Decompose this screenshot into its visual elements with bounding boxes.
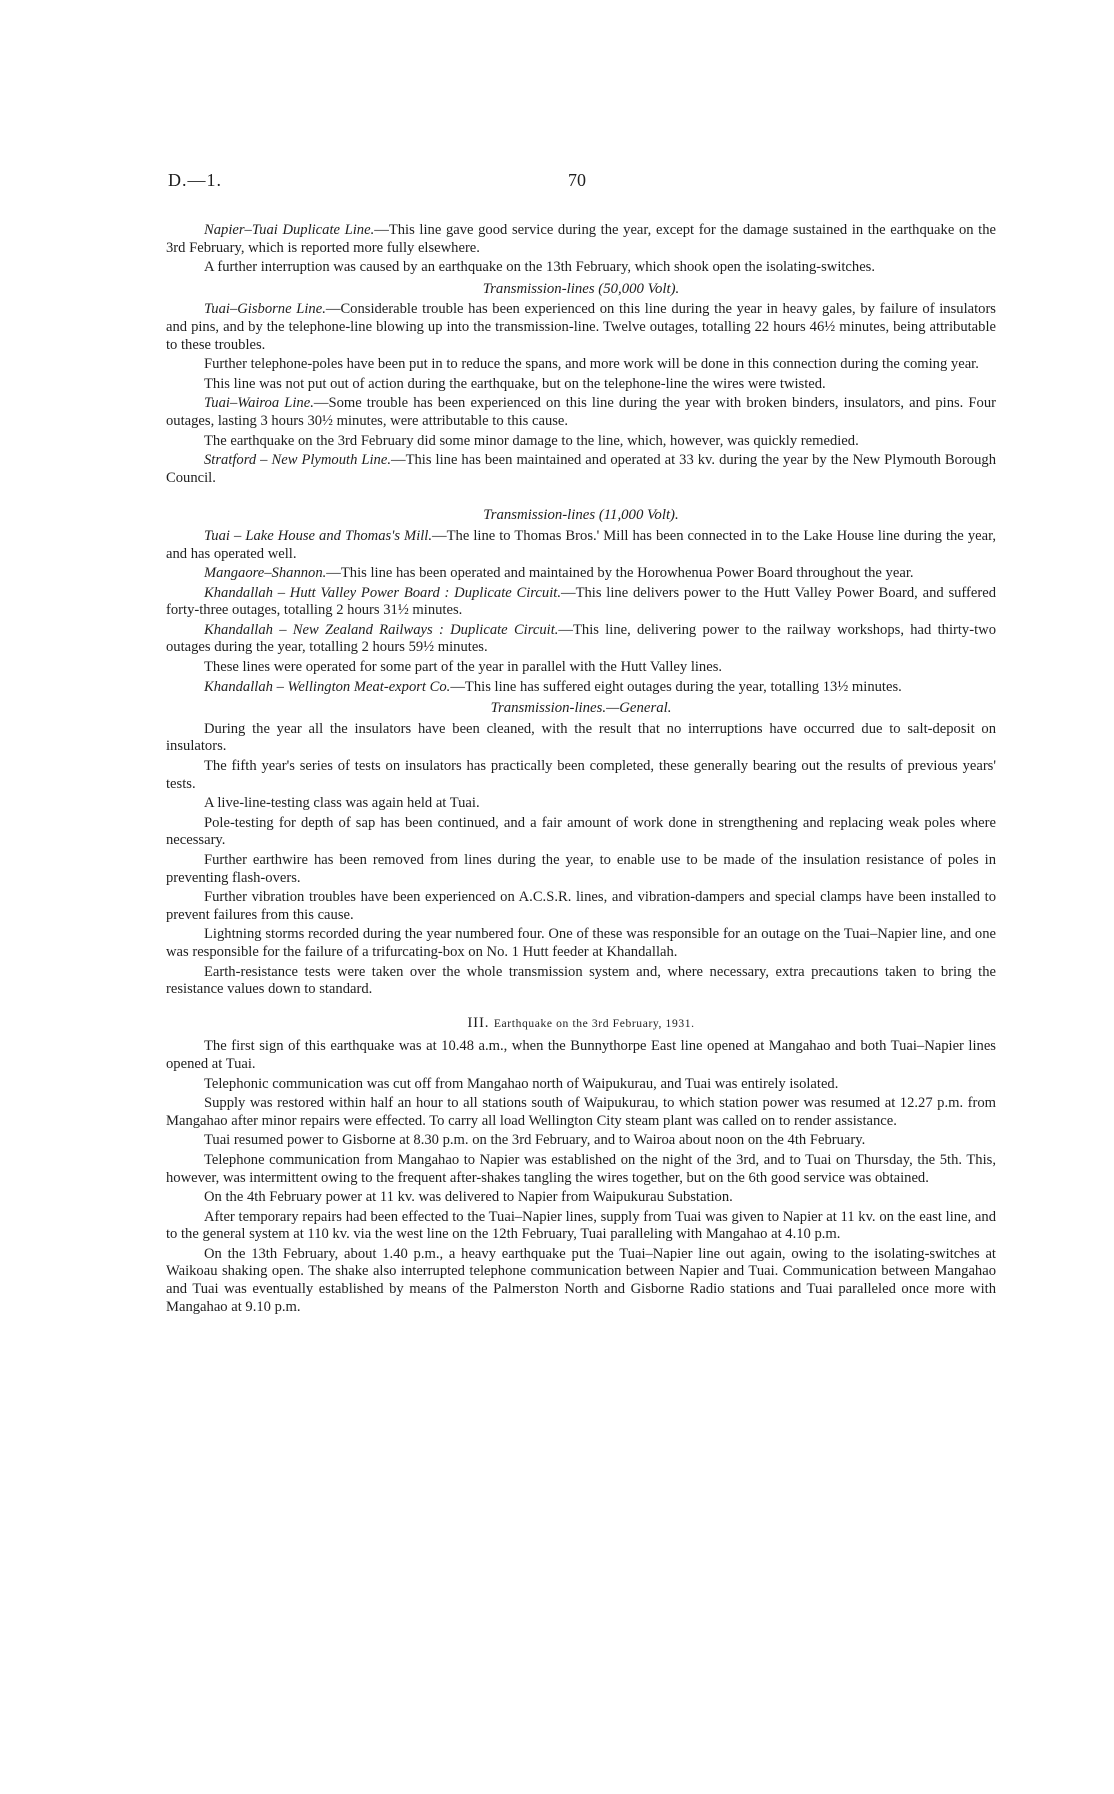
paragraph — [166, 395, 996, 430]
paragraph: Lightning storms recorded during the year numbered four. One of these was responsible for an outage on the Tuai–Napier line, and one was responsible for the failure of a trifurcating-box on No. 1 Hutt feeder at Khandallah. — [166, 926, 996, 960]
paragraph: A live-line-testing class was again held at Tuai. — [204, 795, 480, 812]
paragraph — [166, 622, 996, 657]
paragraph-text: —Considerable trouble has been experienced on this line during the year in heavy gales, by failure of insulators and pins, and by the telephone-line blowing up into the transmission-line. Twelve outages, totalling 22 hours 46½ minutes, being attributable to these troubles. — [166, 301, 996, 353]
section-title: Earthquake on the 3rd February, 1931. — [493, 1016, 695, 1030]
paragraph-text: —This line has been operated and maintained by the Horowhenua Power Board throughout the year. — [326, 565, 914, 582]
paragraph-text: —The line to Thomas Bros.' Mill has been connected in to the Lake House line during the year, and has operated well. — [166, 527, 996, 562]
subheading: Mangaore–Shannon. — [204, 565, 327, 582]
subheading: Tuai–Wairoa Line. — [204, 395, 314, 412]
subheading: Khandallah – New Zealand Railways : Duplicate Circuit. — [204, 621, 559, 638]
paragraph: This line was not put out of action during the earthquake, but on the telephone-line the wires were twisted. — [204, 375, 826, 392]
paragraph-text: —This line has been maintained and operated at 33 kv. during the year by the New Plymouth Borough Council. — [166, 452, 996, 486]
paragraph-text: —This line gave good service during the year, except for the damage sustained in the earthquake on the 3rd February, which is reported more fully elsewhere. — [166, 222, 997, 256]
paragraph: Earth-resistance tests were taken over the whole transmission system and, where necessary, extra precautions taken to bring the resistance values down to standard. — [166, 963, 996, 998]
subheading: Tuai – Lake House and Thomas's Mill. — [204, 527, 433, 544]
paragraph-text: —This line has suffered eight outages during the year, totalling 13½ minutes. — [450, 678, 902, 695]
subheading: Tuai–Gisborne Line. — [204, 301, 326, 318]
paragraph: Further earthwire has been removed from lines during the year, to enable use to be made of the insulation resistance of poles in preventing flash-overs. — [166, 852, 996, 886]
paragraph: Pole-testing for depth of sap has been continued, and a fair amount of work done in strengthening and replacing weak poles where necessary. — [166, 814, 996, 849]
section-heading-50kv: Transmission-lines (50,000 Volt). — [482, 280, 680, 297]
subheading: Stratford – New Plymouth Line. — [204, 452, 391, 469]
paragraph: On the 4th February power at 11 kv. was delivered to Napier from Waipukurau Substation. — [204, 1189, 733, 1206]
paragraph: Tuai resumed power to Gisborne at 8.30 p.m. on the 3rd February, and to Wairoa about noon on the 4th February. — [204, 1132, 866, 1149]
paragraph: Telephonic communication was cut off from Mangahao north of Waipukurau, and Tuai was entirely isolated. — [204, 1075, 839, 1092]
paragraph: The fifth year's series of tests on insulators has practically been completed, these generally bearing out the results of previous years' tests. — [166, 758, 996, 792]
paragraph — [166, 452, 996, 487]
paragraph — [166, 528, 996, 563]
paragraph: A further interruption was caused by an earthquake on the 13th February, which shook open the isolating-switches. — [204, 259, 876, 276]
paragraph — [166, 679, 996, 697]
section-heading-earthquake — [166, 1015, 996, 1033]
subheading: Khandallah – Wellington Meat-export Co. — [204, 678, 451, 695]
paragraph: On the 13th February, about 1.40 p.m., a heavy earthquake put the Tuai–Napier line out again, owing to the isolating-switches at Waikoau shaking open. The shake also interrupted telephone communication between Napier and Tuai. Communication between Mangahao and Tuai was eventually established by means of the Palmerston North and Gisborne Radio stations and Tuai paralleled once more with Mangahao at 9.10 p.m. — [166, 1245, 996, 1315]
section-heading-11kv: Transmission-lines (11,000 Volt). — [483, 507, 679, 524]
paragraph — [166, 565, 996, 583]
document-body — [166, 222, 996, 1316]
paragraph — [166, 585, 996, 620]
paragraph — [166, 222, 996, 257]
paragraph: The first sign of this earthquake was at 10.48 a.m., when the Bunnythorpe East line opened at Mangahao and both Tuai–Napier lines opened at Tuai. — [166, 1038, 996, 1072]
document-reference: D.—1. — [168, 170, 222, 190]
paragraph: After temporary repairs had been effected to the Tuai–Napier lines, supply from Tuai was given to Napier at 11 kv. on the east line, and to the general system at 110 kv. via the west line on the 12th February, Tuai paralleling with Mangahao at 4.10 p.m. — [166, 1208, 996, 1243]
section-heading-general: Transmission-lines.—General. — [490, 700, 672, 717]
paragraph: During the year all the insulators have been cleaned, with the result that no interruptions have occurred due to salt-deposit on insulators. — [166, 720, 996, 755]
page-number: 70 — [568, 170, 586, 190]
paragraph — [166, 301, 996, 354]
paragraph: Supply was restored within half an hour to all stations south of Waipukurau, to which station power was resumed at 12.27 p.m. from Mangahao after minor repairs were effected. To carry all load Wellington City steam plant was called on to render assistance. — [166, 1095, 996, 1129]
paragraph: Further telephone-poles have been put in to reduce the spans, and more work will be done in this connection during the coming year. — [204, 356, 979, 373]
paragraph: These lines were operated for some part of the year in parallel with the Hutt Valley lines. — [204, 659, 723, 676]
subheading: Napier–Tuai Duplicate Line. — [204, 222, 375, 238]
section-number: III. — [467, 1014, 490, 1031]
paragraph-text: —This line delivers power to the Hutt Valley Power Board, and suffered forty-three outages, totalling 2 hours 31½ minutes. — [166, 584, 996, 619]
paragraph: Telephone communication from Mangahao to Napier was established on the night of the 3rd, and to Tuai on Thursday, the 5th. This, however, was intermittent owing to the frequent after-shakes tangling the wires together, but on the 6th good service was obtained. — [166, 1151, 996, 1186]
paragraph-text: —This line, delivering power to the railway workshops, had thirty-two outages during the year, totalling 2 hours 59½ minutes. — [166, 621, 996, 656]
paragraph: Further vibration troubles have been experienced on A.C.S.R. lines, and vibration-dampers and special clamps have been installed to prevent failures from this cause. — [166, 889, 996, 923]
paragraph-text: —Some trouble has been experienced on this line during the year with broken binders, insulators, and pins. Four outages, lasting 3 hours 30½ minutes, were attributable to this cause. — [166, 395, 996, 429]
subheading: Khandallah – Hutt Valley Power Board : Duplicate Circuit. — [204, 584, 561, 601]
paragraph: The earthquake on the 3rd February did some minor damage to the line, which, however, was quickly remedied. — [204, 432, 859, 449]
page-header — [0, 170, 1114, 196]
